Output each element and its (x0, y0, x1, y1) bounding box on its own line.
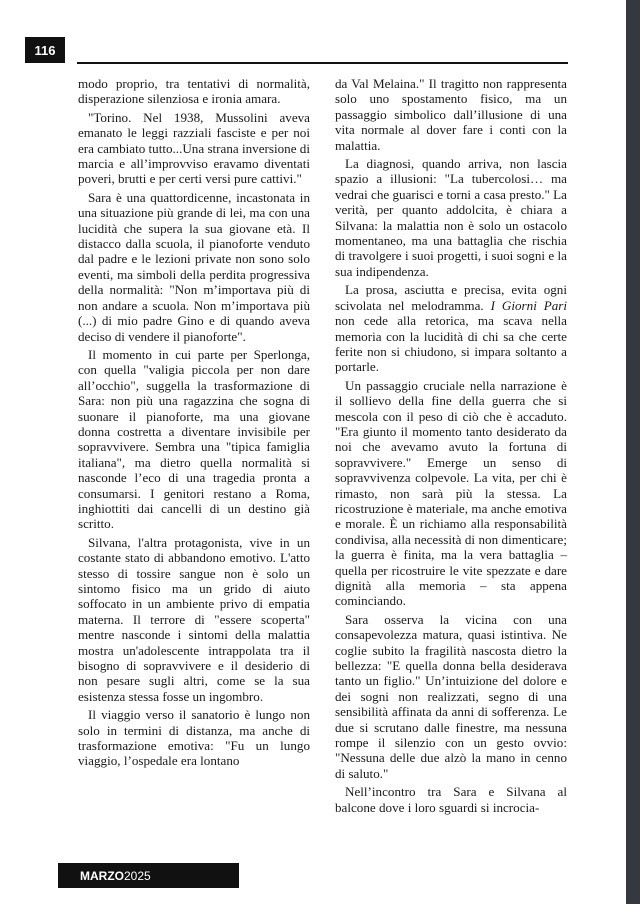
paragraph: Il momento in cui parte per Sperlonga, con quella "valigia piccola per non dare all’occhio", suggella la trasformazione di Sara: non più una ragazzina che sogna di suonare il pianoforte, ma una giovane donna costretta a diventare invisibile per sopravvivere. Sembra una "tipica famiglia italiana", ma dietro quella normalità si nasconde l’eco di una tragedia pronta a consumarsi. I genitori restano a Roma, inghiottiti dai cancelli di un destino già scritto. (78, 346, 310, 532)
paragraph: modo proprio, tra tentativi di normalità, disperazione silenziosa e ironia amara. (78, 76, 310, 107)
paragraph-text: La prosa, asciutta e precisa, evita ogni scivolata nel melodramma. (335, 282, 567, 313)
paragraph-text: non cede alla retorica, ma scava nella memoria con la lucidità di chi sa che certe ferite non si chiudono, si impara soltanto a portarle. (335, 313, 567, 375)
header-rule (77, 62, 568, 64)
paragraph: Il viaggio verso il sanatorio è lungo non solo in termini di distanza, ma anche di trasformazione emotiva: "Fu un lungo viaggio, l’ospedale era lontano (78, 707, 310, 769)
paragraph: da Val Melaina." Il tragitto non rappresenta solo uno spostamento fisico, ma un passaggio simbolico dall’illusione di una vita normale al dover fare i conti con la malattia. (335, 76, 567, 153)
page-edge-band (626, 0, 640, 904)
paragraph (335, 282, 567, 374)
paragraph: Silvana, l'altra protagonista, vive in un costante stato di abbandono emotivo. L'atto stesso di tossire sangue non è solo un sintomo fisico ma un grido di aiuto soffocato in un ambiente privo di empatia materna. Il terrore di "essere scoperta" mentre nasconde i sintomi della malattia mostra un'adolescente intrappolata tra il bisogno di sopravvivere e il desiderio di non pesare sugli altri, come se la sua esistenza stessa fosse un ingombro. (78, 534, 310, 704)
left-column (78, 76, 310, 772)
page-number: 116 (25, 37, 65, 63)
footer-month: MARZO (80, 868, 124, 883)
paragraph: Sara osserva la vicina con una consapevolezza matura, quasi istintiva. Ne coglie subito la fragilità nascosta dietro la bellezza: "E quella donna bella desiderava tanto un figlio." Un’intuizione del dolore e dei sogni non realizzati, segno di una sensibilità affinata da anni di sofferenza. Le due si scrutano dalle finestre, ma nessuna rompe il silenzio con un gesto ovvio: "Nessuna delle due alzò la mano in cenno di saluto." (335, 611, 567, 781)
paragraph: Sara è una quattordicenne, incastonata in una situazione più grande di lei, ma con una lucidità che supera la sua giovane età. Il distacco dalla scuola, il pianoforte venduto dal padre e le lezioni private non sono solo eventi, ma simboli della perdita progressiva della normalità: "Non m’importava più di non andare a scuola. Non m’importava più (...) di mio padre Gino e di quando aveva deciso di vendere il pianoforte". (78, 189, 310, 344)
right-column (335, 76, 567, 818)
book-title: I Giorni Pari (490, 297, 568, 313)
footer-issue-date (58, 863, 239, 888)
footer-year: 2025 (124, 868, 151, 883)
paragraph: "Torino. Nel 1938, Mussolini aveva emanato le leggi razziali fasciste e per noi era cambiato tutto...Una strana inversione di marcia e all’improvviso eravamo diventati poveri, brutti e per certi versi pure cattivi." (78, 109, 310, 187)
paragraph: La diagnosi, quando arriva, non lascia spazio a illusioni: "La tubercolosi… ma vedrai che guarisci e torni a casa presto." La verità, per quanto addolcita, è chiara a Silvana: la malattia non è solo un ostacolo momentaneo, ma una battaglia che rischia di travolgere i suoi progetti, i suoi sogni e la sua indipendenza. (335, 156, 567, 279)
paragraph: Nell’incontro tra Sara e Silvana al balcone dove i loro sguardi si incrocia- (335, 784, 567, 815)
paragraph: Un passaggio cruciale nella narrazione è il sollievo della fine della guerra che si mescola con il peso di ciò che è accaduto. "Era giunto il momento tanto desiderato da noi che avevamo avuto la fortuna di sopravvivere." Emerge un senso di sopravvivenza colpevole. La vita, per chi è rimasto, non sarà più la stessa. La ricostruzione è materiale, ma anche emotiva e morale. È un richiamo alla responsabilità condivisa, alla necessità di non dimenticare; la guerra è finita, ma la vera battaglia – quella per ricostruire le vite spezzate e dare dignità alla memoria – sta appena cominciando. (335, 377, 567, 609)
